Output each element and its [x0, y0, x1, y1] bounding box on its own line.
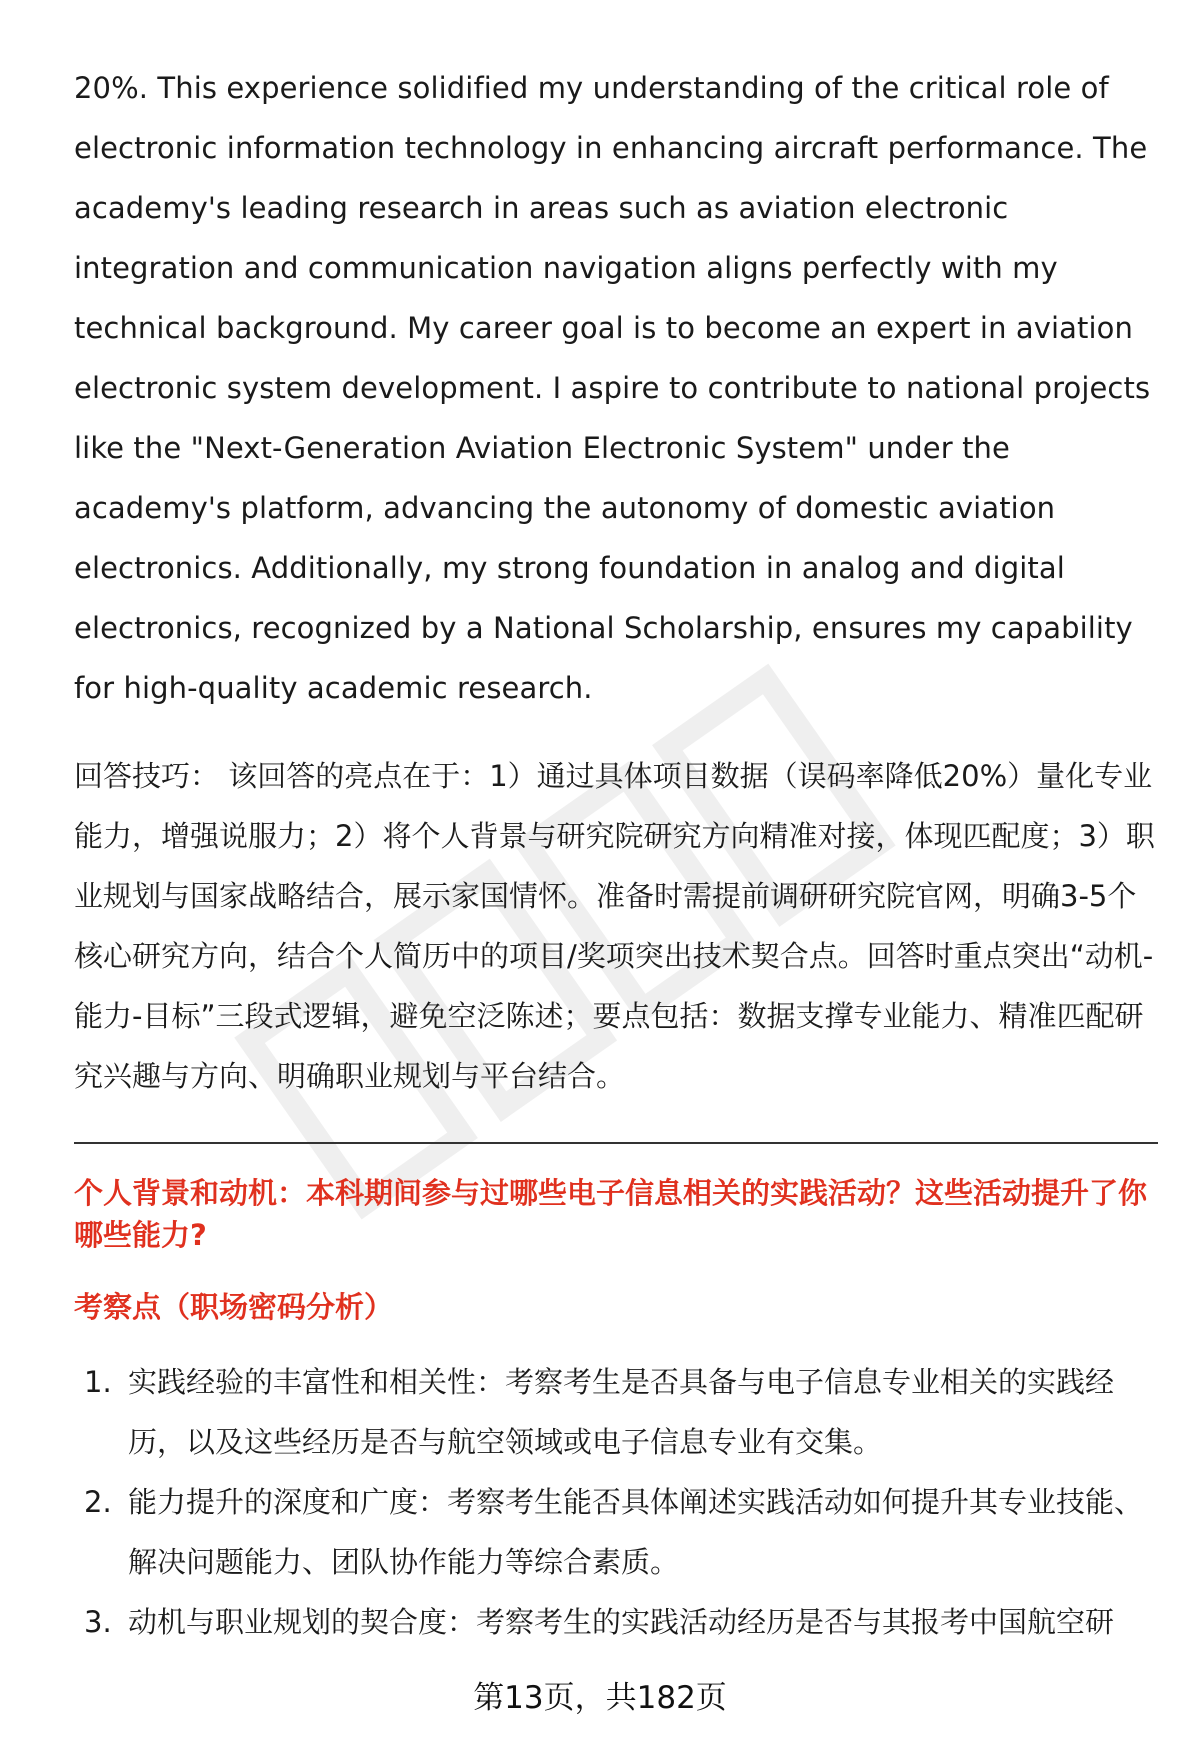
section-divider: [74, 1142, 1158, 1144]
document-page: [74, 58, 1158, 1652]
assessment-points-list: [74, 1352, 1158, 1652]
assessment-points-heading: 考察点（职场密码分析）: [74, 1290, 394, 1324]
list-item: [74, 1592, 1158, 1652]
answer-body-paragraph: 20%. This experience solidified my understanding of the critical role of electronic information technology in enhancing aircraft performance. The academy's leading research in areas such as aviation electronic integration and communication navigation aligns perfectly with my technical background. My career goal is to become an expert in aviation electronic system development. I aspire to contribute to national projects like the "Next-Generation Aviation Electronic System" under the academy's platform, advancing the autonomy of domestic aviation electronics. Additionally, my strong foundation in analog and digital electronics, recognized by a National Scholarship, ensures my capability for high-quality academic research.: [74, 71, 1151, 705]
list-item: [74, 1352, 1158, 1472]
page-number-footer: 第13页，共182页: [473, 1680, 727, 1716]
list-item: [74, 1472, 1158, 1592]
list-item-number: 2.: [84, 1485, 112, 1519]
list-item-text: 动机与职业规划的契合度：考察考生的实践活动经历是否与其报考中国航空研: [128, 1605, 1115, 1639]
question-heading: 个人背景和动机：本科期间参与过哪些电子信息相关的实践活动？这些活动提升了你哪些能力?: [74, 1176, 1148, 1252]
answer-tip-paragraph: 回答技巧： 该回答的亮点在于：1）通过具体项目数据（误码率降低20%）量化专业能力，增强说服力；2）将个人背景与研究院研究方向精准对接，体现匹配度；3）职业规划与国家战略结合，展示家国情怀。准备时需提前调研研究院官网，明确3-5个核心研究方向，结合个人简历中的项目/奖项突出技术契合点。回答时重点突出“动机-能力-目标”三段式逻辑，避免空泛陈述；要点包括：数据支撑专业能力、精准匹配研究兴趣与方向、明确职业规划与平台结合。: [74, 759, 1155, 1093]
list-item-text: 能力提升的深度和广度：考察考生能否具体阐述实践活动如何提升其专业技能、解决问题能力、团队协作能力等综合素质。: [128, 1485, 1144, 1579]
list-item-number: 1.: [84, 1365, 112, 1399]
list-item-number: 3.: [84, 1605, 112, 1639]
list-item-text: 实践经验的丰富性和相关性：考察考生是否具备与电子信息专业相关的实践经历，以及这些经历是否与航空领域或电子信息专业有交集。: [128, 1365, 1115, 1459]
